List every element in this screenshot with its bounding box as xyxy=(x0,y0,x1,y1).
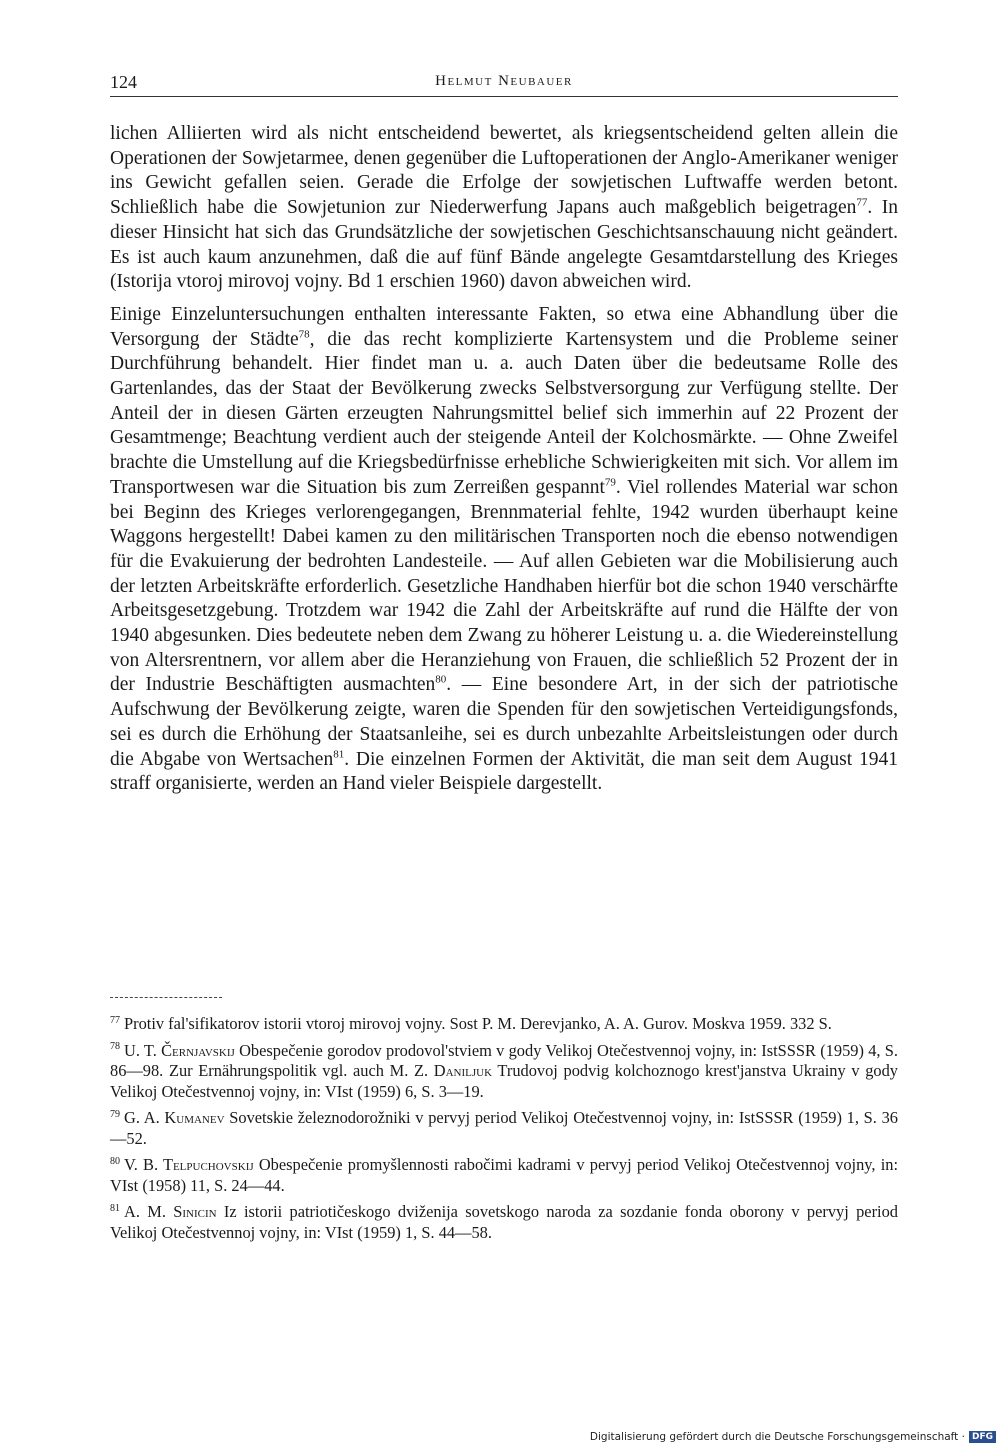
footnotes-section xyxy=(110,1014,898,1249)
paragraph-1: lichen Alliierten wird als nicht entscheidend bewertet, als kriegsentscheidend gelten allein die Operationen der Sowjetarmee, denen gegenüber die Luftoperationen der Anglo-Amerikaner weniger ins Gewicht gefallen seien. Gerade die Erfolge der sowjetischen Luftwaffe werden betont. Schließlich habe die Sowjetunion zur Niederwerfung Japans auch maßgeblich beigetragen$^{77}$. In dieser Hinsicht hat sich das Grundsätzliche der sowjetischen Geschichtsanschauung nicht geändert. Es ist auch kaum anzunehmen, daß die auf fünf Bände angelegte Gesamtdarstellung des Krieges (Istorija vtoroj mirovoj vojny. Bd 1 erschien 1960) davon abweichen wird. xyxy=(110,123,899,293)
main-text xyxy=(110,122,898,805)
footnote-divider xyxy=(110,997,222,998)
footnote-ref-78[interactable]: 78 xyxy=(298,328,310,341)
footnote-78: $^{78}$ U. T. Černjavskij Obespečenie gorodov prodovol'stviem v gody Velikoj Otečestvennoj vojny, in: IstSSSR (1959) 4, S. 86—98. Zur Ernährungspolitik vgl. auch M. Z. Daniljuk Trudovoj podvig kolchoznogo krest'janstva Ukrainy v gody Velikoj Otečestvennoj vojny, in: VIst (1959) 6, S. 3—19. xyxy=(110,1040,898,1101)
page-number: 124 xyxy=(110,72,137,92)
running-head-author: Helmut Neubauer xyxy=(435,73,573,89)
digitization-credit xyxy=(590,1431,996,1443)
footnote-77: $^{77}$ Protiv fal'sifikatorov istorii vtoroj mirovoj vojny. Sost P. M. Derevjanko, A. A. Gurov. Moskva 1959. 332 S. xyxy=(110,1014,832,1033)
paragraph-2: Einige Einzeluntersuchungen enthalten interessante Fakten, so etwa eine Abhandlung über die Versorgung der Städte$^{78}$, die das recht komplizierte Kartensystem und die Probleme seiner Durchführung behandelt. Hier findet man u. a. auch Daten über die bedeutsame Rolle des Gartenlandes, das der Staat der Bevölkerung zwecks Selbstversorgung zur Verfügung stellte. Der Anteil der in diesen Gärten erzeugten Nahrungsmittel belief sich immerhin auf 22 Prozent der Gesamtmenge; Beachtung verdient auch der steigende Anteil der Kolchosmärkte. — Ohne Zweifel brachte die Umstellung auf die Kriegsbedürfnisse erhebliche Schwierigkeiten mit sich. Vor allem im Transportwesen war die Situation bis zum Zerreißen gespannt$^{79}$. Viel rollendes Material war schon bei Beginn des Krieges verlorengegangen, Brennmaterial fehlte, 1942 wurden überhaupt keine Waggons hergestellt! Dabei kamen zu den militärischen Transporten noch die ebenso notwendigen für die Evakuierung der bedrohten Landesteile. — Auf allen Gebieten war die Mobilisierung auch der letzten Arbeitskräfte erforderlich. Gesetzliche Handhaben hierfür bot die schon 1940 verschärfte Arbeitsgesetzgebung. Trotzdem war 1942 die Zahl der Arbeitskräfte auf rund die Hälfte der von 1940 abgesunken. Dies bedeutete neben dem Zwang zu höherer Leistung u. a. die Wiedereinstellung von Altersrentnern, vor allem aber die Heranziehung von Frauen, die schließlich 52 Prozent der in der Industrie Beschäftigten ausmachten$^{80}$. — Eine besondere Art, in der sich der patriotische Aufschwung der Bevölkerung zeigte, waren die Spenden für den sowjetischen Verteidigungsfonds, sei es durch die Erhöhung der Staatsanleihe, sei es durch unbezahlte Arbeitsleistungen oder durch die Abgabe von Wertsachen$^{81}$. Die einzelnen Formen der Aktivität, die man seit dem August 1941 straff organisierte, werden an Hand vieler Beispiele dargestellt. xyxy=(110,303,898,795)
dfg-logo-icon: DFG xyxy=(969,1431,996,1443)
footnote-80: $^{80}$ V. B. Telpuchovskij Obespečenie promyšlennosti rabočimi kadrami v pervyj period Velikoj Otečestvennoj vojny, in: VIst (1958) 11, S. 24—44. xyxy=(110,1155,898,1195)
footnote-ref-79[interactable]: 79 xyxy=(604,476,616,489)
page-header xyxy=(110,70,898,97)
footnote-81: $^{81}$ A. M. Sinicin Iz istorii patriotičeskogo dviženija sovetskogo naroda za sozdanie fonda oborony v pervyj period Velikoj Otečestvennoj vojny, in: VIst (1959) 1, S. 44—58. xyxy=(110,1202,898,1242)
footnote-ref-77[interactable]: 77 xyxy=(856,196,868,209)
footnote-ref-80[interactable]: 80 xyxy=(435,673,447,686)
credit-text: Digitalisierung gefördert durch die Deutsche Forschungsgemeinschaft · xyxy=(589,1431,965,1443)
footnote-79: $^{79}$ G. A. Kumanev Sovetskie železnodorožniki v pervyj period Velikoj Otečestvennoj vojny, in: IstSSSR (1959) 1, S. 36—52. xyxy=(110,1108,898,1148)
footnote-ref-81[interactable]: 81 xyxy=(333,748,345,761)
